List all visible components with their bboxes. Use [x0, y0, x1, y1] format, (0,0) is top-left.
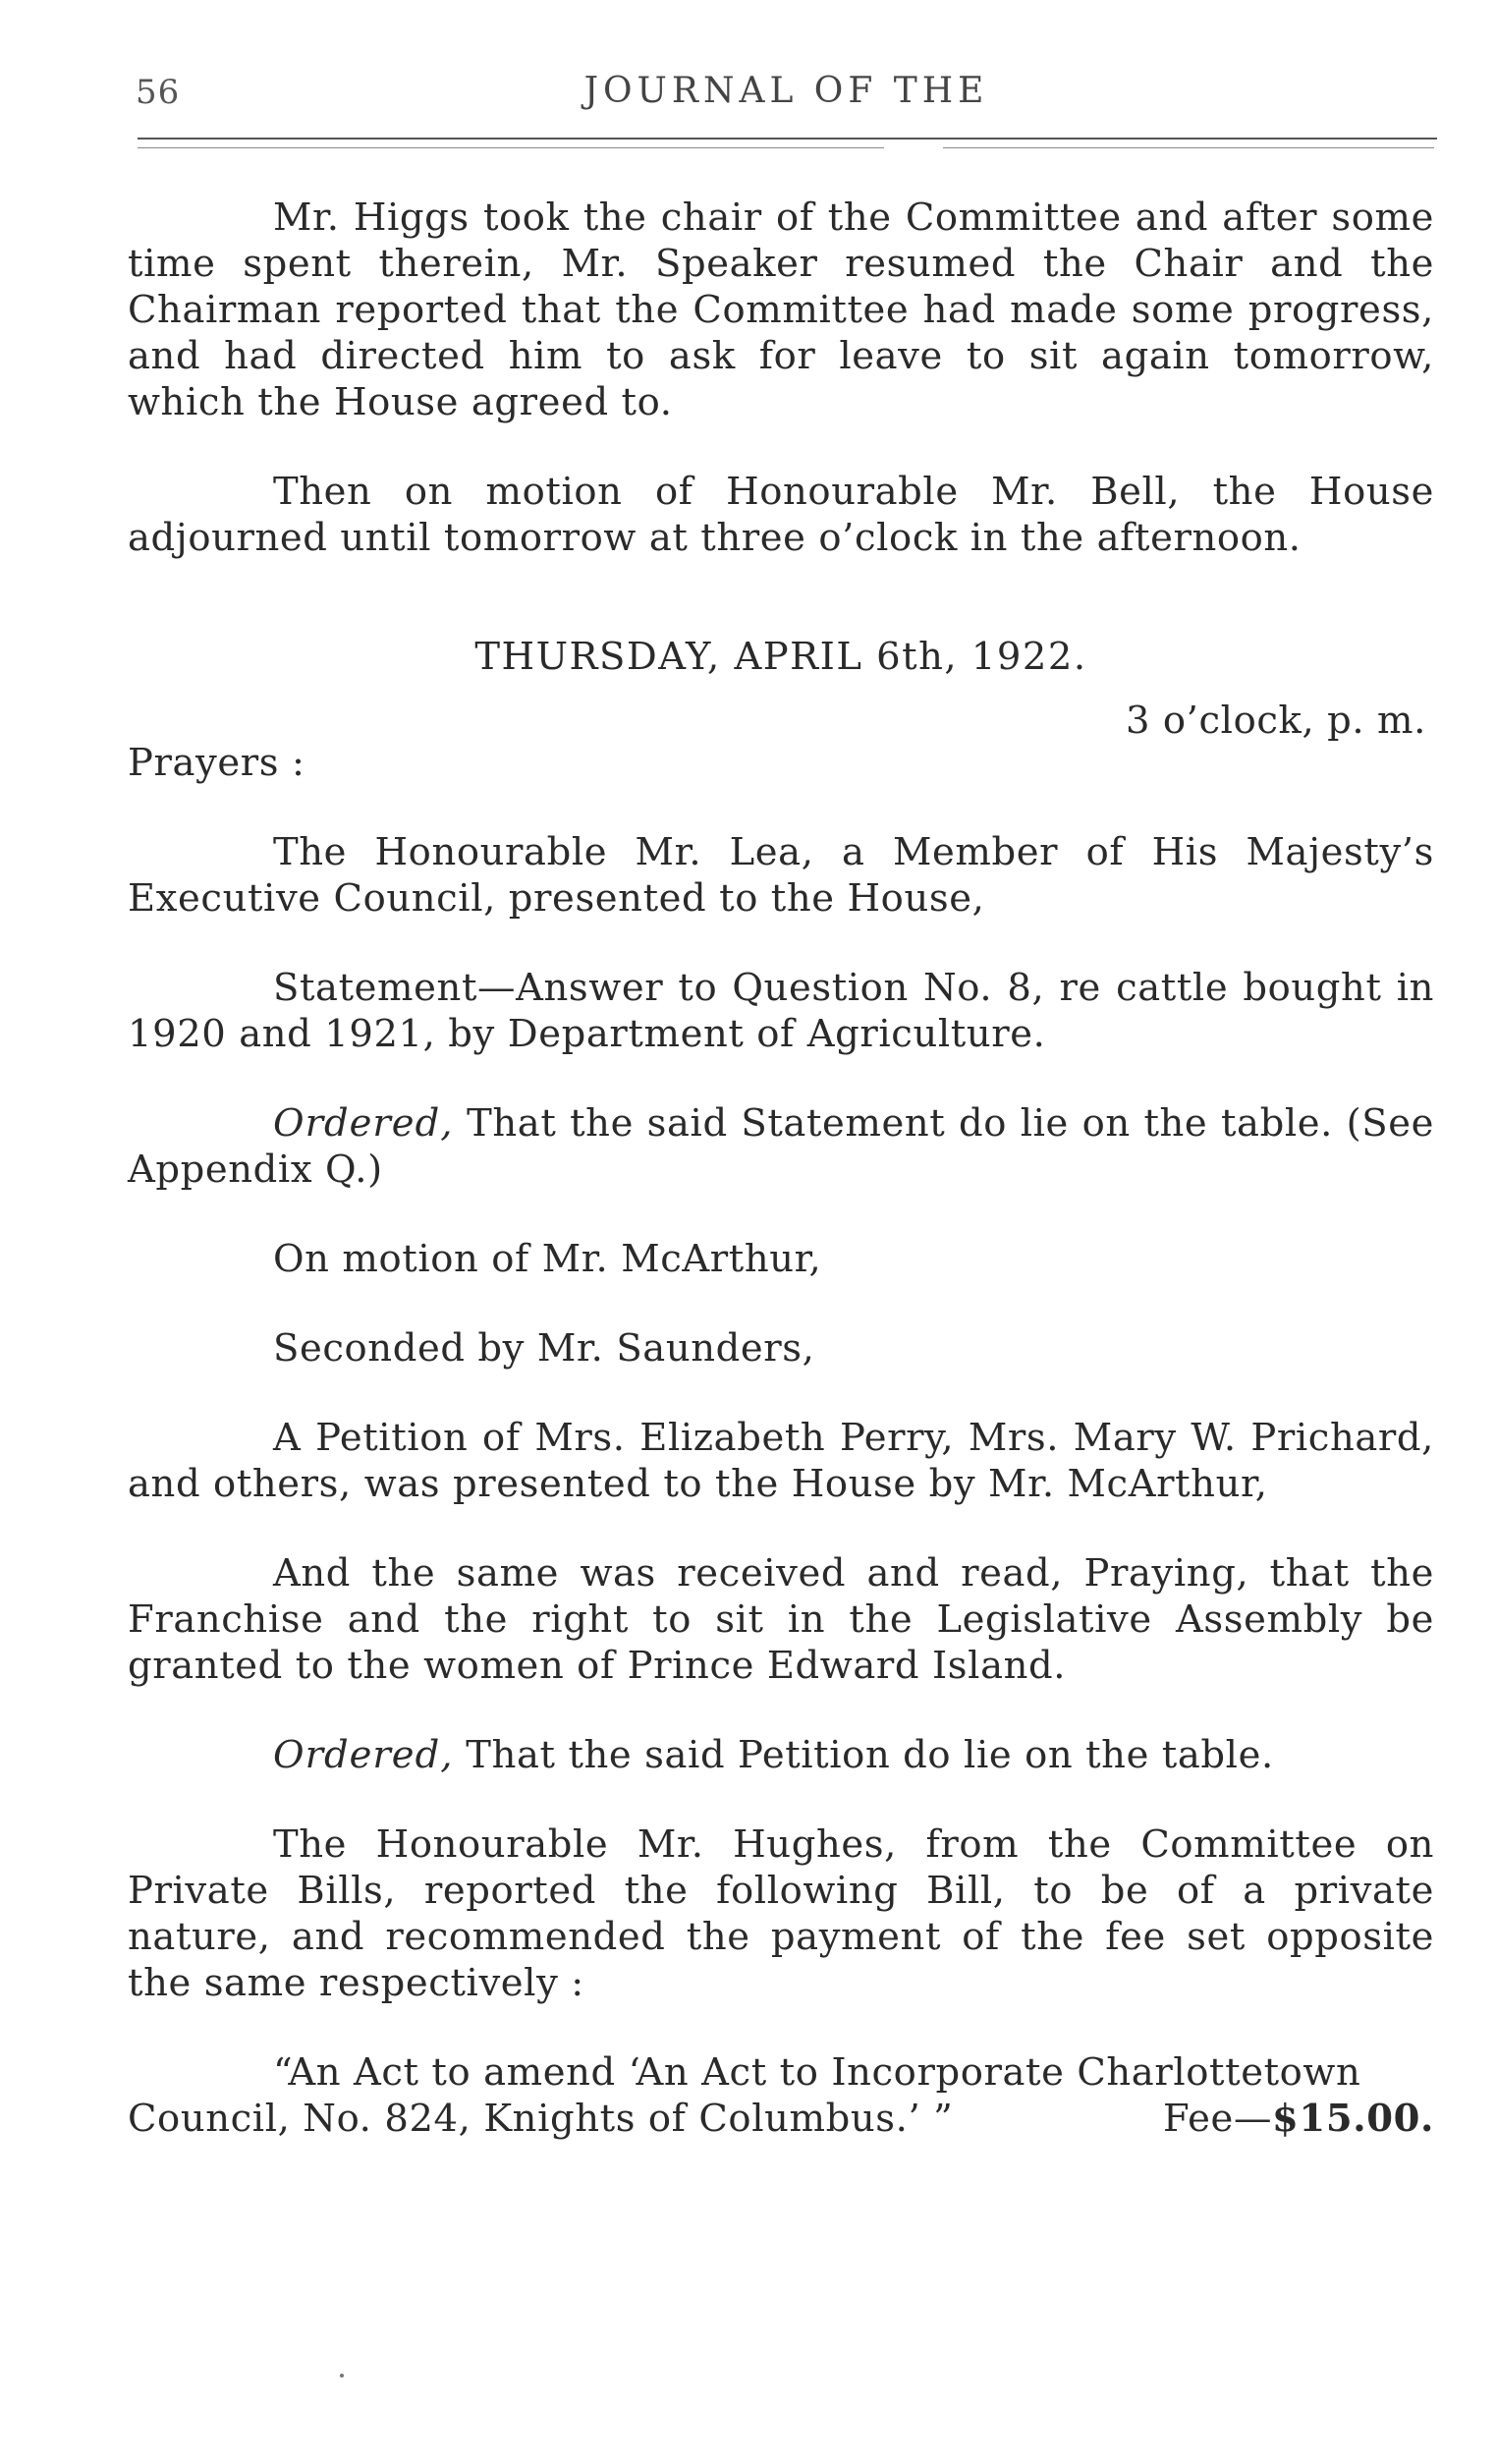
paragraph-committee-report: Mr. Higgs took the chair of the Committee and after some time spent therein, Mr. Speaker resumed the Chair and the Chairman reported that the Committee had made some progress, and had directed him to ask for leave to sit again tomorrow, which the House agreed to.	[128, 196, 1434, 424]
paragraph-statement: Statement—Answer to Question No. 8, re cattle bought in 1920 and 1921, by Department of Agriculture.	[128, 966, 1434, 1056]
journal-body	[128, 195, 1434, 2142]
date-heading: THURSDAY, APRIL 6th, 1922.	[474, 635, 1087, 679]
running-head: JOURNAL OF THE	[583, 71, 989, 111]
ordered-statement-text: That the said Statement do lie on the table. (See Appendix Q.)	[128, 1101, 1434, 1192]
header-rule-thin-right	[943, 147, 1434, 148]
page-header	[136, 63, 1437, 122]
bill-title-line2	[128, 2096, 1434, 2142]
bill-title-continuation: Council, No. 824, Knights of Columbus.’ ”	[128, 2097, 954, 2141]
paragraph-ordered-petition	[128, 1732, 1434, 1778]
paragraph-ordered-statement	[128, 1100, 1434, 1193]
bill-entry	[128, 2049, 1434, 2142]
fee-label: Fee—	[1162, 2097, 1273, 2141]
ordered-label: Ordered,	[273, 1733, 454, 1777]
prayers-label: Prayers :	[128, 741, 305, 785]
paragraph-private-bills: The Honourable Mr. Hughes, from the Committee on Private Bills, reported the following Bill, to be of a private nature, and recommended the payment of the fee set opposite the same respectively :	[128, 1822, 1434, 2005]
paragraph-petition-read: And the same was received and read, Praying, that the Franchise and the right to sit in the Legislative Assembly be granted to the women of Prince Edward Island.	[128, 1551, 1434, 1688]
print-speck	[340, 2374, 344, 2378]
paragraph-seconded: Seconded by Mr. Saunders,	[273, 1326, 815, 1371]
paragraph-lea-presented: The Honourable Mr. Lea, a Member of His Majesty’s Executive Council, presented to the House,	[128, 830, 1434, 921]
paragraph-adjournment: Then on motion of Honourable Mr. Bell, the House adjourned until tomorrow at three o’clock in the afternoon.	[128, 470, 1434, 560]
paragraph-petition: A Petition of Mrs. Elizabeth Perry, Mrs. Mary W. Prichard, and others, was presented to the House by Mr. McArthur,	[128, 1416, 1434, 1506]
header-rule-thin-left	[138, 147, 884, 148]
session-time: 3 o’clock, p. m.	[1125, 699, 1426, 743]
bill-title-line1: “An Act to amend ‘An Act to Incorporate Charlottetown	[273, 2050, 1361, 2095]
fee-amount: $15.00.	[1272, 2097, 1434, 2141]
paragraph-motion: On motion of Mr. McArthur,	[273, 1237, 822, 1281]
page-number: 56	[136, 73, 181, 112]
ordered-petition-text: That the said Petition do lie on the table.	[453, 1733, 1274, 1777]
bill-fee	[1163, 2096, 1434, 2142]
header-rule	[138, 138, 1437, 140]
ordered-label: Ordered,	[273, 1101, 454, 1146]
